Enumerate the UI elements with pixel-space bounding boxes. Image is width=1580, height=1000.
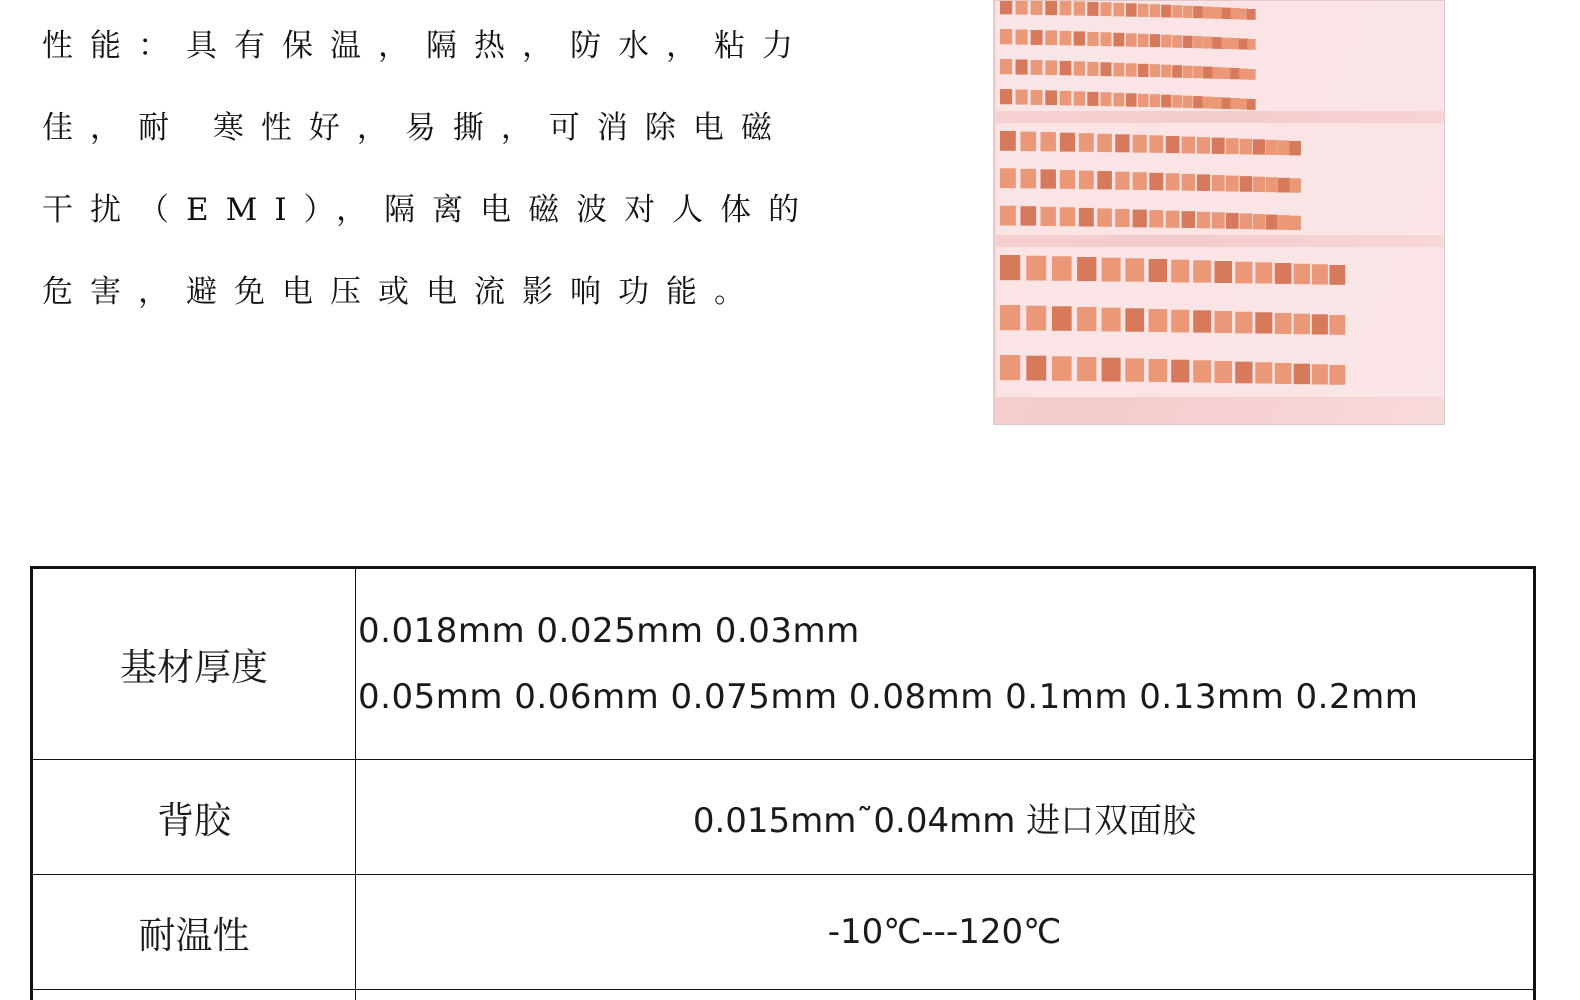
- copper-pad: [1215, 361, 1233, 383]
- copper-foil-strips-illustration: [994, 1, 1445, 425]
- copper-pad: [1255, 362, 1272, 383]
- copper-pad: [1149, 309, 1167, 332]
- copper-pad: [1138, 94, 1149, 107]
- copper-pad: [1113, 93, 1124, 107]
- copper-pad: [1161, 35, 1171, 48]
- copper-pad: [1000, 59, 1012, 74]
- copper-pad: [1213, 7, 1222, 19]
- copper-pad: [1149, 173, 1163, 190]
- copper-pad: [1079, 171, 1094, 190]
- description-line: 性能：具有保温，隔热，防水，粘力: [42, 28, 810, 64]
- copper-pad: [1126, 63, 1137, 76]
- copper-pad: [1126, 3, 1137, 16]
- copper-pad: [1060, 1, 1072, 15]
- copper-pad: [1138, 4, 1149, 17]
- copper-pad: [1000, 305, 1020, 330]
- copper-pad: [1275, 313, 1292, 334]
- copper-pad: [1115, 172, 1129, 190]
- copper-pad: [1000, 1, 1012, 14]
- copper-pad: [1102, 358, 1121, 382]
- copper-pad: [1052, 356, 1072, 381]
- copper-pad: [1102, 308, 1121, 332]
- copper-pad: [1240, 139, 1253, 155]
- copper-pad: [1045, 30, 1057, 45]
- copper-pad: [1113, 3, 1124, 17]
- spec-value-line: 0.05mm 0.06mm 0.075mm 0.08mm 0.1mm 0.13mm 0.2mm: [358, 677, 1419, 717]
- copper-pad: [1087, 62, 1098, 76]
- copper-pad: [1222, 38, 1231, 49]
- copper-pad: [1101, 62, 1112, 76]
- copper-pad: [1253, 177, 1265, 192]
- copper-pad: [1266, 215, 1278, 230]
- spec-row-substrate-thickness: [32, 568, 1535, 760]
- description-line: 佳，耐 寒性好，易撕，可消除电磁: [42, 110, 789, 146]
- copper-pad: [1077, 307, 1096, 331]
- copper-pad: [1275, 263, 1292, 284]
- copper-pad: [1074, 61, 1085, 75]
- copper-pad: [1239, 9, 1248, 20]
- copper-foil-product-photo: [993, 0, 1445, 425]
- copper-pad: [1183, 36, 1193, 48]
- copper-pad: [1183, 96, 1193, 108]
- copper-pad: [1000, 29, 1012, 44]
- copper-pad: [1000, 168, 1016, 188]
- copper-pad: [1125, 308, 1144, 331]
- copper-pad: [1203, 7, 1213, 19]
- copper-pad: [1000, 206, 1016, 226]
- copper-pad: [1212, 138, 1225, 154]
- copper-pad: [1213, 37, 1222, 49]
- copper-pad: [1239, 69, 1248, 80]
- copper-pad: [1060, 170, 1075, 189]
- copper-pad: [1182, 137, 1195, 154]
- copper-pad: [1113, 63, 1124, 77]
- copper-pad: [1150, 4, 1160, 17]
- copper-pad: [1193, 360, 1211, 382]
- copper-pad: [1239, 39, 1248, 50]
- copper-pad: [1021, 169, 1037, 189]
- copper-pad: [1275, 363, 1292, 384]
- description-line: 危害，避免电压或电流影响功能。: [42, 274, 762, 310]
- copper-pad: [1183, 6, 1193, 18]
- copper-pad: [1215, 261, 1233, 283]
- copper-pad: [1222, 98, 1231, 109]
- copper-pad: [1052, 256, 1072, 281]
- copper-pad: [1016, 30, 1028, 45]
- copper-pad: [1171, 310, 1189, 333]
- spec-label: 背胶: [32, 760, 356, 875]
- copper-pad: [1294, 314, 1310, 335]
- copper-pad: [1125, 258, 1144, 281]
- copper-pad: [1182, 174, 1195, 191]
- copper-pad: [1149, 210, 1163, 227]
- copper-pad: [1193, 36, 1203, 48]
- copper-pad: [1149, 259, 1167, 282]
- copper-pad: [1126, 33, 1137, 46]
- copper-pad: [1166, 173, 1180, 190]
- copper-pad: [1213, 67, 1222, 79]
- copper-pad: [1133, 172, 1147, 190]
- copper-pad: [1026, 256, 1046, 281]
- copper-pad: [1215, 311, 1233, 333]
- copper-pad: [1197, 137, 1210, 154]
- copper-pad: [1161, 65, 1171, 78]
- copper-pad: [1278, 215, 1290, 230]
- spec-label: 耐温性: [32, 875, 356, 990]
- copper-pad: [1235, 312, 1252, 334]
- copper-pad: [1041, 169, 1056, 188]
- spec-row-adhesive: [32, 760, 1535, 875]
- copper-pad: [1235, 262, 1252, 284]
- copper-pad: [1149, 135, 1163, 152]
- copper-pad: [1079, 133, 1094, 152]
- copper-pad: [1166, 136, 1180, 153]
- copper-pad: [1060, 61, 1072, 75]
- spec-value-empty: [356, 990, 1535, 1000]
- copper-pad: [1021, 206, 1037, 226]
- spec-table: [30, 566, 1536, 1000]
- copper-pad: [1213, 97, 1222, 109]
- copper-pad: [1193, 96, 1203, 108]
- copper-pad: [1077, 257, 1096, 281]
- copper-pad: [1016, 60, 1028, 75]
- copper-pad: [1294, 264, 1310, 285]
- copper-pad: [1253, 214, 1265, 229]
- spec-row-partial: [32, 990, 1535, 1000]
- copper-pad: [1101, 2, 1112, 16]
- copper-pad: [1074, 91, 1085, 105]
- copper-pad: [1060, 31, 1072, 45]
- copper-pad: [1203, 37, 1213, 49]
- copper-pad: [1087, 2, 1098, 16]
- spec-label: 基材厚度: [32, 568, 356, 760]
- copper-pad: [1212, 212, 1225, 228]
- copper-pad: [1172, 35, 1182, 48]
- copper-pad: [1079, 208, 1094, 227]
- copper-pad: [1126, 93, 1137, 106]
- copper-pad: [1231, 38, 1240, 49]
- copper-pad: [1097, 208, 1112, 226]
- spec-row-temperature-resistance: [32, 875, 1535, 990]
- copper-pad: [1161, 5, 1171, 18]
- copper-pad: [1102, 258, 1121, 282]
- copper-pad: [1016, 1, 1028, 15]
- copper-pad: [1247, 9, 1256, 20]
- copper-pad: [1031, 90, 1043, 105]
- copper-pad: [1171, 360, 1189, 383]
- copper-pad: [1133, 135, 1147, 153]
- copper-pad: [1266, 140, 1278, 155]
- copper-pad: [1052, 306, 1072, 331]
- copper-pad: [1183, 66, 1193, 78]
- copper-pad: [1329, 265, 1345, 285]
- copper-pad: [1031, 60, 1043, 75]
- copper-pad: [1312, 364, 1328, 384]
- copper-pad: [1113, 33, 1124, 47]
- copper-pad: [1197, 212, 1210, 229]
- copper-pad: [1000, 255, 1020, 280]
- copper-pad: [1133, 210, 1147, 228]
- copper-pad: [1172, 5, 1182, 18]
- copper-pad: [1231, 98, 1240, 109]
- spec-value: -10℃---120℃: [356, 875, 1535, 990]
- copper-pad: [1247, 69, 1256, 80]
- copper-pad: [1240, 213, 1253, 229]
- copper-pad: [1222, 8, 1231, 19]
- copper-pad: [1289, 141, 1301, 155]
- copper-pad: [1045, 1, 1057, 15]
- spec-value-line: 0.018mm 0.025mm 0.03mm: [358, 611, 860, 651]
- copper-pad: [1074, 31, 1085, 45]
- copper-pad: [1226, 138, 1239, 154]
- copper-pad: [1000, 89, 1012, 104]
- copper-pad: [1226, 176, 1239, 192]
- spec-value: [356, 568, 1535, 760]
- copper-pad: [1203, 67, 1213, 79]
- copper-pad: [1060, 91, 1072, 105]
- copper-pad: [1182, 211, 1195, 228]
- copper-pad: [1115, 134, 1129, 152]
- copper-pad: [1193, 310, 1211, 332]
- copper-pad: [1235, 362, 1252, 384]
- spec-value: 0.015mm˜0.04mm 进口双面胶: [356, 760, 1535, 875]
- copper-pad: [1150, 94, 1160, 107]
- copper-pad: [1239, 99, 1248, 110]
- copper-pad: [1193, 6, 1203, 18]
- copper-pad: [1231, 68, 1240, 79]
- copper-pad: [1115, 209, 1129, 227]
- copper-pad: [1026, 356, 1046, 381]
- copper-pad: [1138, 64, 1149, 77]
- copper-pad: [1060, 207, 1075, 226]
- copper-pad: [1074, 1, 1085, 15]
- copper-pad: [1255, 312, 1272, 333]
- copper-pad: [1097, 171, 1112, 189]
- copper-pad: [1125, 358, 1144, 381]
- copper-pad: [1312, 264, 1328, 284]
- copper-pad: [1329, 365, 1345, 385]
- copper-pad: [1045, 60, 1057, 75]
- copper-pad: [1166, 211, 1180, 228]
- copper-pad: [1087, 32, 1098, 46]
- copper-pad: [1289, 216, 1301, 230]
- copper-pad: [1193, 66, 1203, 78]
- copper-pad: [1041, 207, 1056, 226]
- copper-pad: [1045, 90, 1057, 105]
- copper-pad: [1247, 39, 1256, 50]
- copper-pad: [1150, 34, 1160, 47]
- copper-pad: [1212, 175, 1225, 191]
- copper-pad: [1138, 34, 1149, 47]
- copper-pad: [1077, 357, 1096, 381]
- copper-pad: [1278, 178, 1290, 193]
- copper-pad: [1193, 260, 1211, 282]
- copper-pad: [1031, 1, 1043, 15]
- copper-pad: [1255, 262, 1272, 283]
- copper-pad: [1161, 95, 1171, 108]
- copper-pad: [1149, 359, 1167, 382]
- copper-pad: [1312, 314, 1328, 334]
- copper-pad: [1016, 90, 1028, 105]
- copper-pad: [1172, 65, 1182, 78]
- copper-pad: [1294, 364, 1310, 385]
- performance-description: [42, 10, 842, 338]
- copper-pad: [1226, 213, 1239, 229]
- copper-pad: [1060, 133, 1075, 152]
- copper-pad: [1222, 68, 1231, 79]
- description-line: 干扰（EMI），隔离电磁波对人体的: [42, 192, 817, 228]
- copper-pad: [1197, 174, 1210, 191]
- copper-pad: [1150, 64, 1160, 77]
- copper-pad: [1041, 132, 1056, 151]
- copper-pad: [1240, 176, 1253, 192]
- copper-pad: [1329, 315, 1345, 335]
- copper-pad: [1253, 139, 1265, 154]
- copper-pad: [1087, 92, 1098, 106]
- copper-pad: [1171, 260, 1189, 283]
- copper-pad: [1000, 131, 1016, 151]
- copper-pad: [1000, 355, 1020, 380]
- copper-pad: [1097, 134, 1112, 152]
- copper-pad: [1247, 99, 1256, 110]
- copper-pad: [1026, 306, 1046, 331]
- spec-label-empty: [32, 990, 356, 1000]
- copper-pad: [1031, 30, 1043, 45]
- copper-pad: [1266, 177, 1278, 192]
- copper-pad: [1101, 32, 1112, 46]
- copper-pad: [1101, 92, 1112, 106]
- copper-pad: [1021, 132, 1037, 152]
- copper-pad: [1231, 8, 1240, 19]
- copper-pad: [1289, 178, 1301, 192]
- copper-pad: [1278, 140, 1290, 155]
- copper-pad: [1172, 95, 1182, 108]
- copper-pad: [1203, 97, 1213, 109]
